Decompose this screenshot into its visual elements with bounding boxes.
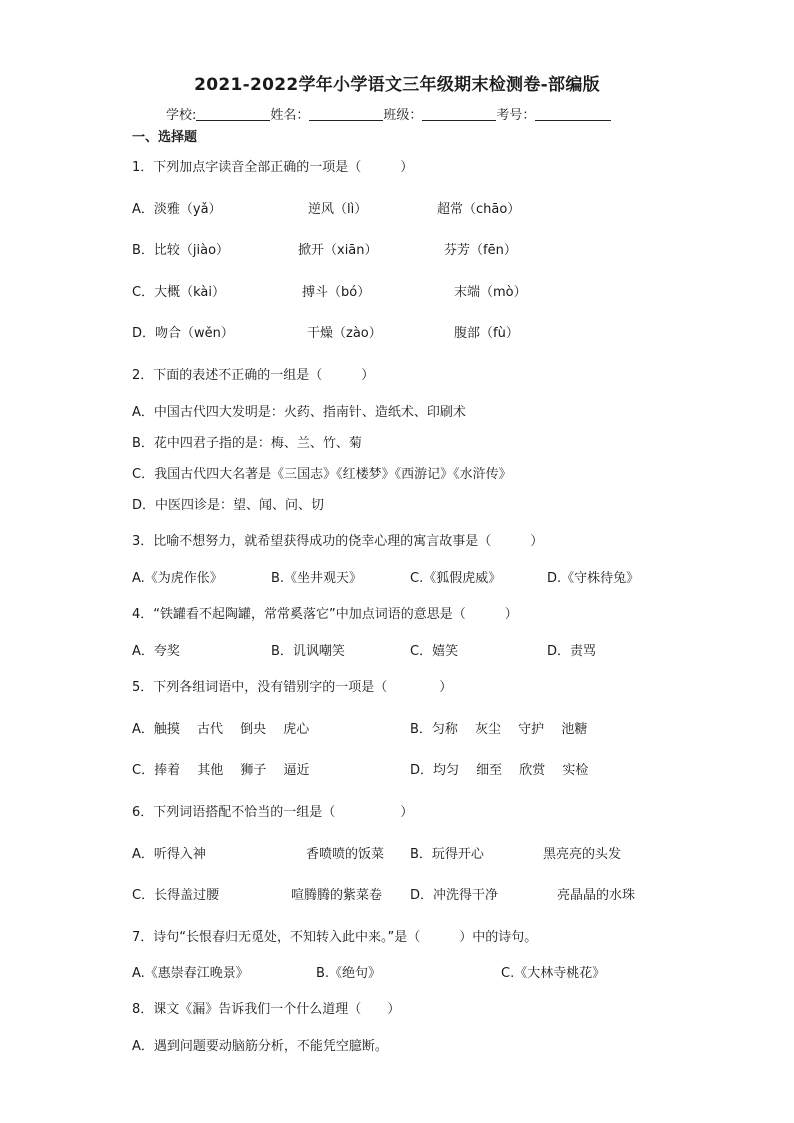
q1-option-d3: 腹部（fù） — [454, 326, 519, 341]
question-3-stem: 3．比喻不想努力，就希望获得成功的侥幸心理的寓言故事是（ ） — [132, 534, 544, 549]
q6-option-a1: A．听得入神 — [132, 847, 206, 862]
q4-option-c: C．嬉笑 — [410, 644, 459, 659]
q1-option-c3: 末端（mò） — [454, 285, 527, 300]
q3-option-d: D.《守株待兔》 — [547, 571, 640, 586]
exam-no-blank[interactable] — [535, 107, 611, 121]
q6-option-b1: B．玩得开心 — [410, 847, 484, 862]
q5-option-a: A．触摸 古代 倒央 虎心 — [132, 722, 310, 737]
q2-option-a: A．中国古代四大发明是：火药、指南针、造纸术、印刷术 — [132, 405, 466, 420]
q1-option-d2: 干燥（zào） — [307, 326, 382, 341]
q1-option-c2: 搏斗（bó） — [302, 285, 371, 300]
name-blank[interactable] — [309, 107, 383, 121]
q3-option-b: B.《坐井观天》 — [271, 571, 363, 586]
q7-option-a: A.《惠崇春江晚景》 — [132, 966, 249, 981]
page-title: 2021-2022学年小学语文三年级期末检测卷-部编版 — [194, 75, 600, 95]
q5-option-d: D．均匀 细至 欣赏 实检 — [410, 763, 589, 778]
name-label: 姓名： — [270, 108, 310, 123]
q1-option-a1: A．淡雅（yǎ） — [132, 202, 222, 217]
q5-option-c: C．捧着 其他 狮子 逼近 — [132, 763, 310, 778]
q3-option-a: A.《为虎作伥》 — [132, 571, 223, 586]
exam-no-label: 考号： — [496, 108, 536, 123]
student-info-row — [166, 104, 611, 123]
q1-option-b1: B．比较（jiào） — [132, 243, 230, 258]
question-5-stem: 5．下列各组词语中，没有错别字的一项是（ ） — [132, 680, 453, 695]
class-label: 班级： — [383, 108, 423, 123]
q6-option-d2: 亮晶晶的水珠 — [557, 888, 636, 903]
q6-option-b2: 黑亮亮的头发 — [543, 847, 622, 862]
question-4-stem: 4．“铁罐看不起陶罐，常常奚落它”中加点词语的意思是（ ） — [132, 607, 518, 622]
q4-option-a: A．夸奖 — [132, 644, 180, 659]
section-heading: 一、选择题 — [132, 130, 198, 145]
question-1-stem: 1．下列加点字读音全部正确的一项是（ ） — [132, 160, 414, 175]
q2-option-c: C．我国古代四大名著是《三国志》《红楼梦》《西游记》《水浒传》 — [132, 467, 512, 482]
q2-option-b: B．花中四君子指的是：梅、兰、竹、菊 — [132, 436, 362, 451]
q6-option-c2: 喧腾腾的紫菜卷 — [291, 888, 383, 903]
question-8-stem: 8．课文《漏》告诉我们一个什么道理（ ） — [132, 1002, 401, 1017]
q6-option-c1: C．长得盖过腰 — [132, 888, 220, 903]
q1-option-a2: 逆风（lì） — [308, 202, 368, 217]
q8-option-a: A．遇到问题要动脑筋分析，不能凭空臆断。 — [132, 1039, 388, 1054]
question-6-stem: 6．下列词语搭配不恰当的一组是（ ） — [132, 805, 414, 820]
q1-option-c1: C．大概（kài） — [132, 285, 225, 300]
q1-option-d1: D．吻合（wěn） — [132, 326, 234, 341]
class-blank[interactable] — [422, 107, 496, 121]
school-label: 学校: — [166, 108, 197, 123]
q5-option-b: B．匀称 灰尘 守护 池糖 — [410, 722, 588, 737]
q4-option-d: D．责骂 — [547, 644, 597, 659]
q3-option-c: C.《狐假虎威》 — [410, 571, 502, 586]
q4-option-b: B．讥讽嘲笑 — [271, 644, 345, 659]
q1-option-b3: 芬芳（fēn） — [444, 243, 517, 258]
q1-option-a3: 超常（chāo） — [437, 202, 521, 217]
q1-option-b2: 掀开（xiān） — [298, 243, 378, 258]
question-7-stem: 7．诗句“长恨春归无觅处，不知转入此中来。”是（ ）中的诗句。 — [132, 930, 538, 945]
q6-option-d1: D．冲洗得干净 — [410, 888, 499, 903]
q6-option-a2: 香喷喷的饭菜 — [306, 847, 385, 862]
q2-option-d: D．中医四诊是：望、闻、问、切 — [132, 498, 325, 513]
question-2-stem: 2．下面的表述不正确的一组是（ ） — [132, 368, 375, 383]
q7-option-b: B.《绝句》 — [316, 966, 382, 981]
q7-option-c: C.《大林寺桃花》 — [501, 966, 606, 981]
school-blank[interactable] — [196, 107, 270, 121]
